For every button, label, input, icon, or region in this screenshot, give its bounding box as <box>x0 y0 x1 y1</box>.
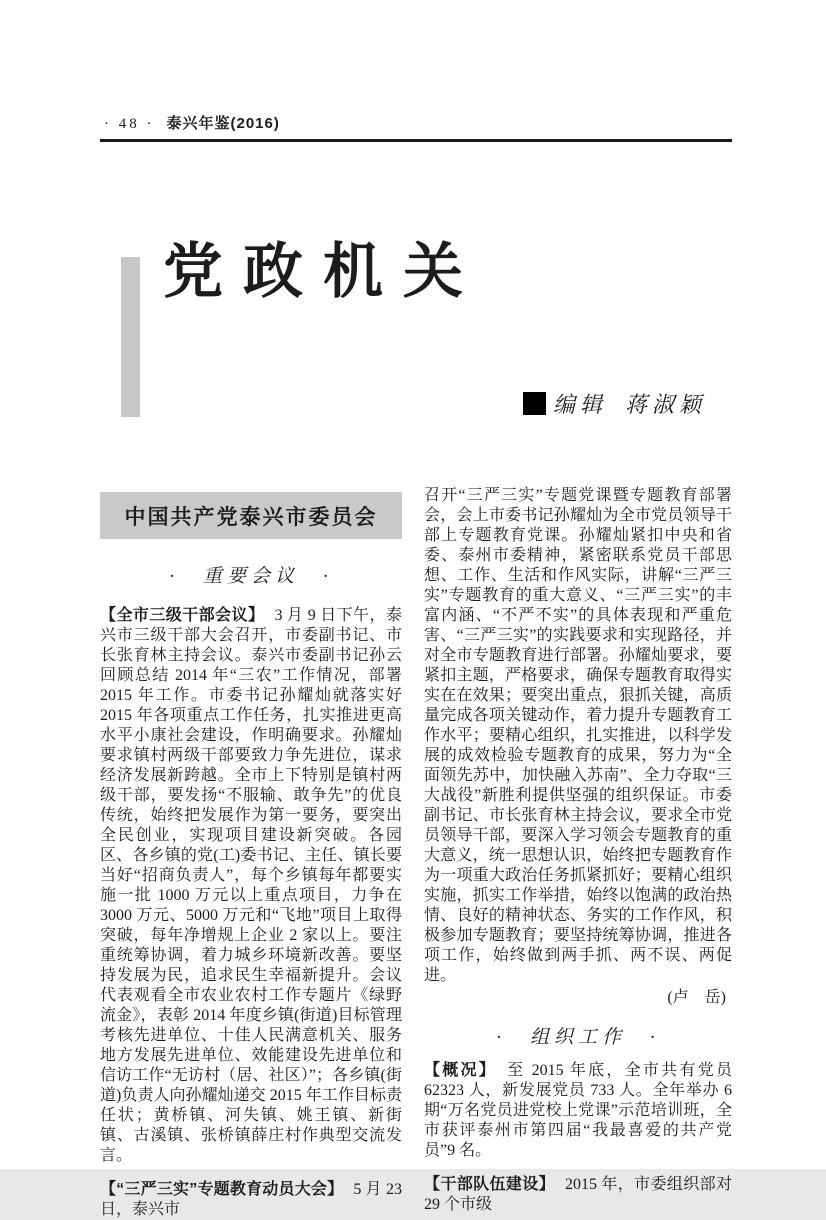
entry-overview <box>424 1061 732 1161</box>
chapter-title: 党政机关 <box>163 239 483 305</box>
entry-title: 【全市三级干部会议】 <box>100 607 265 624</box>
entry-citywide-cadre-meeting <box>100 606 402 1166</box>
entry-three-stricts-mobilization <box>100 1180 402 1220</box>
editor-credit <box>523 388 706 419</box>
editor-label: 编辑 <box>553 392 608 417</box>
entry-body: 3 月 9 日下午，泰兴市三级干部大会召开，市委副书记、市长张育林主持会议。泰兴市委副书记孙云回顾总结 2014 年“三农”工作情况，部署 2015 年工作。市委书记孙耀灿就落实好 2015 年各项重点工作任务，扎实推进更高水平小康社会建设，作明确要求。孙耀灿要求镇村两级干部要致力争先进位，谋求经济发展新跨越。全市上下特别是镇村两级干部，要发扬“不服输、敢争先”的优良传统，始终把发展作为第一要务，要突出全民创业，实现项目建设新突破。各园区、各乡镇的党(工)委书记、主任、镇长要当好“招商负责人”，每个乡镇每年都要实施一批 1000 万元以上重点项目，力争在 3000 万元、5000 万元和“飞地”项目上取得突破，每年净增规上企业 2 家以上。要注重统筹协调，着力城乡环境新改善。要坚持发展为民，追求民生幸福新提升。会议代表观看全市农业农村工作专题片《绿野流金》，表彰 2014 年度乡镇(街道)目标管理考核先进单位、十佳人民满意机关、服务地方发展先进单位、效能建设先进单位和信访工作“无访村（居、社区）”；各乡镇(街道)负责人向孙耀灿递交 2015 年工作目标责任状；黄桥镇、河失镇、姚王镇、新街镇、古溪镇、张桥镇薛庄村作典型交流发言。 <box>100 607 402 1164</box>
entry-title: 【“三严三实”专题教育动员大会】 <box>100 1181 344 1198</box>
author-attribution: (卢 岳) <box>667 989 726 1006</box>
entry-body: 至 2015 年底，全市共有党员 62323 人，新发展党员 733 人。全年举办 6 期“万名党员进党校上党课”示范培训班，全市获评泰州市第四届“我最喜爱的共产党员”9 名。 <box>424 1062 732 1159</box>
header-rule <box>100 139 732 142</box>
square-marker-icon <box>523 392 546 415</box>
section-heading-important-meetings: · 重要会议 · <box>169 566 333 587</box>
section-heading-organization-work: · 组织工作 · <box>496 1027 660 1048</box>
editor-name: 蒋淑颖 <box>625 392 707 417</box>
right-column <box>424 486 732 1215</box>
entry-cadre-team-building <box>424 1175 732 1215</box>
entry-body: 2015 年，市委组织部对 29 个市级 <box>424 1176 732 1213</box>
entry-title: 【干部队伍建设】 <box>424 1176 555 1193</box>
book-title: 泰兴年鉴(2016) <box>166 115 280 132</box>
entry-title: 【概况】 <box>424 1062 498 1079</box>
entry-body: 5 月 23 日，泰兴市 <box>100 1181 402 1218</box>
page-number: · 48 · <box>104 116 155 132</box>
org-title-box: 中国共产党泰兴市委员会 <box>100 492 402 539</box>
continuation-paragraph: 召开“三严三实”专题党课暨专题教育部署会，会上市委书记孙耀灿为全市党员领导干部上专题教育党课。孙耀灿紧扣中央和省委、泰州市委精神，紧密联系党员干部思想、工作、生活和作风实际，讲解“三严三实”专题教育的重大意义、“三严三实”的丰富内涵、“不严不实”的具体表现和严重危害、“三严三实”的实践要求和实现路径，并对全市专题教育进行部署。孙耀灿要求，要紧扣主题，严格要求，确保专题教育取得实实在在效果；要突出重点，狠抓关键，高质量完成各项关键动作，着力提升专题教育工作水平；要精心组织，扎实推进，以科学发展的成效检验专题教育的成果，努力为“全面领先苏中，加快融入苏南”、全力夺取“三大战役”新胜利提供坚强的组织保证。市委副书记、市长张育林主持会议，要求全市党员领导干部，要深入学习领会专题教育的重大意义，统一思想认识，始终把专题教育作为一项重大政治任务抓紧抓好；要精心组织实施，抓实工作举措，始终以饱满的政治热情、良好的精神状态、务实的工作作风，积极参加专题教育；要坚持统筹协调，推进各项工作，始终做到两手抓、两不误、两促进。 <box>424 487 732 984</box>
chapter-side-bar <box>121 257 140 417</box>
left-column <box>100 492 402 1220</box>
running-head <box>104 112 280 133</box>
